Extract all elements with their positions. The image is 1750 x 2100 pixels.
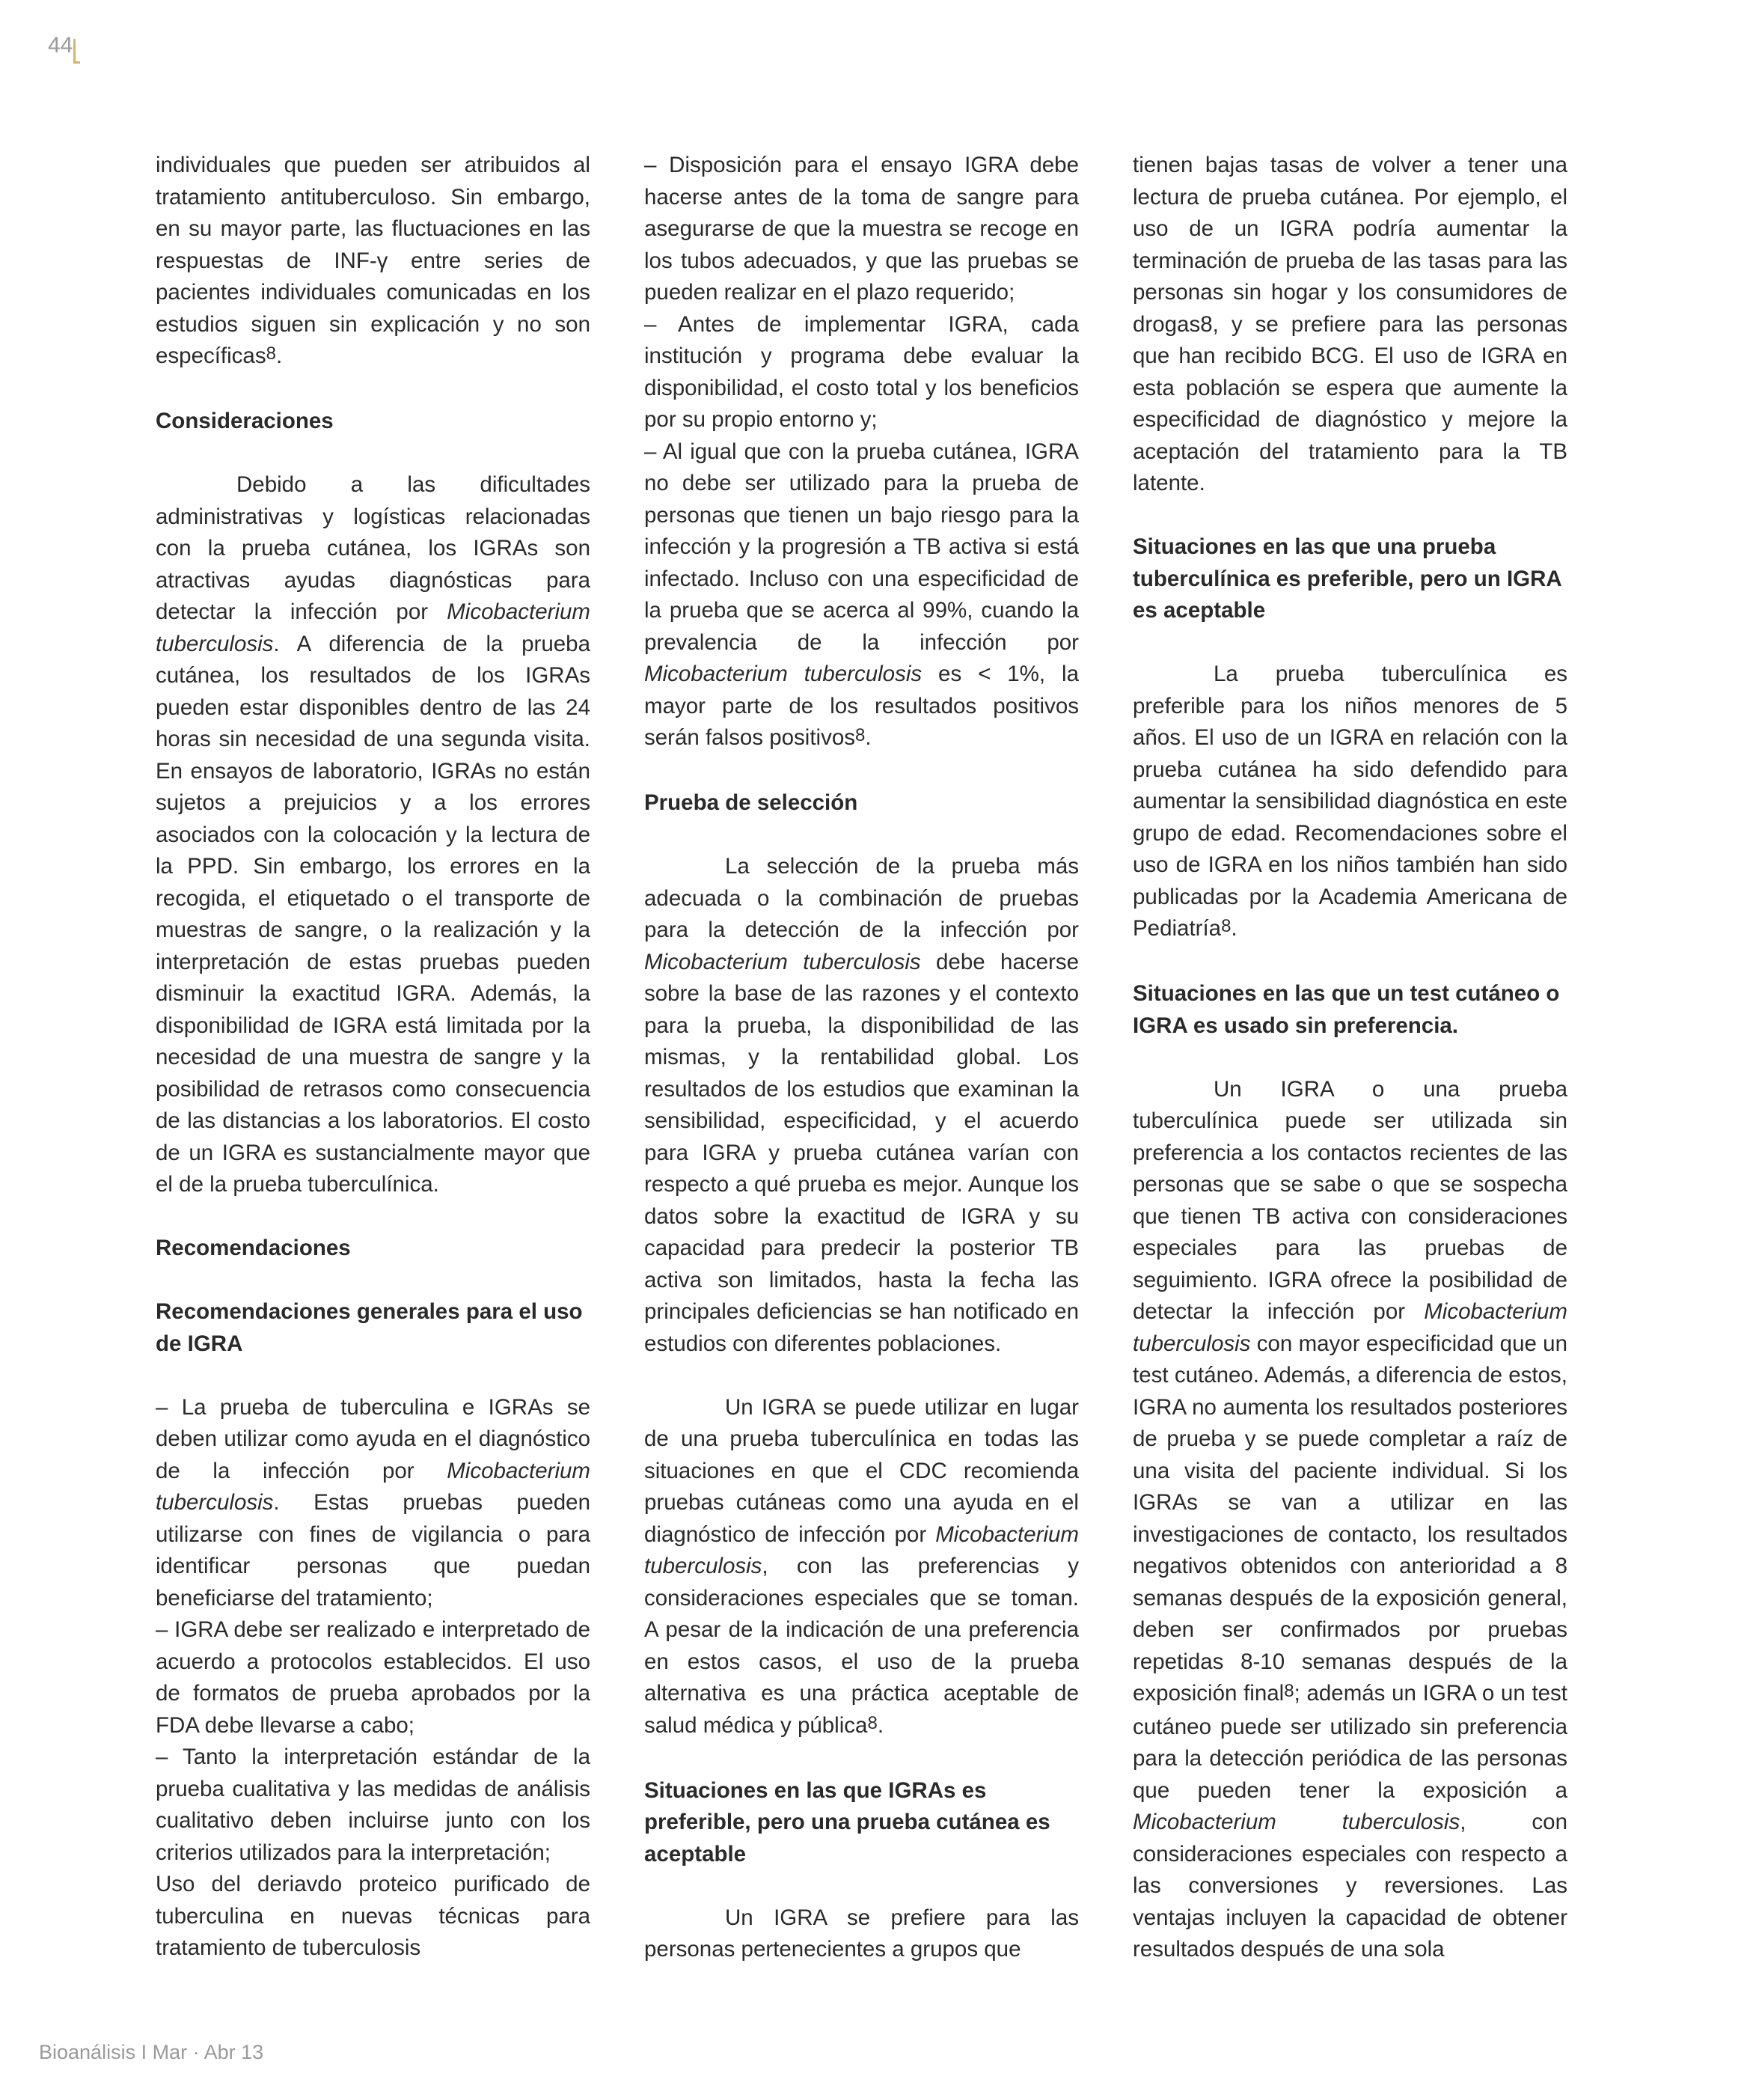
- section-heading-recomendaciones: Recomendaciones: [156, 1236, 351, 1260]
- column-3: [1133, 150, 1567, 1966]
- paragraph: Debido a las dificultades administrativas y logísticas relacionadas con la prueba cutánea, los IGRAs son atractivas ayudas diagnósticas para detectar la infección por Micobacterium tuberculosis. A diferencia de la prueba cutánea, los resultados de los IGRAs pueden estar disponibles dentro de las 24 horas sin necesidad de una segunda visita. En ensayos de laboratorio, IGRAs no están sujetos a prejuicios y a los errores asociados con la colocación y la lectura de la PPD. Sin embargo, los errores en la recogida, el etiquetado o el transporte de muestras de sangre, o la realización y la interpretación de estas pruebas pueden disminuir la exactitud IGRA. Además, la disponibilidad de IGRA está limitada por la necesidad de una muestra de sangre y la posibilidad de retrasos como consecuencia de las distancias a los laboratorios. El costo de un IGRA es sustancialmente mayor que el de la prueba tuberculínica.: [156, 472, 590, 1197]
- footer-journal-issue: Bioanálisis I Mar · Abr 13: [39, 2041, 264, 2063]
- section-heading-sin-preferencia: Situaciones en las que un test cutáneo o IGRA es usado sin preferencia.: [1133, 981, 1560, 1038]
- section-heading-igra-preferible: Situaciones en las que IGRAs es preferible, pero una prueba cutánea es aceptable: [644, 1777, 1050, 1867]
- list-item: – La prueba de tuberculina e IGRAs se deben utilizar como ayuda en el diagnóstico de la infección por Micobacterium tuberculosis. Estas pruebas pueden utilizarse con fines de vigilancia o para identificar personas que puedan beneficiarse del tratamiento;: [156, 1394, 590, 1611]
- section-heading-tuberculinica-preferible: Situaciones en las que una prueba tuberculínica es preferible, pero un IGRA es aceptable: [1133, 534, 1561, 623]
- paragraph: Un IGRA se puede utilizar en lugar de una prueba tuberculínica en todas las situaciones en que el CDC recomienda pruebas cutáneas como una ayuda en el diagnóstico de infección por Micobacterium tuberculosis, con las preferencias y consideraciones especiales que se toman. A pesar de la indicación de una preferencia en estos casos, el uso de la prueba alternativa es una práctica aceptable de salud médica y pública$^8$.: [644, 1394, 1079, 1738]
- reference-superscript: 8: [855, 725, 866, 745]
- list-item: – Disposición para el ensayo IGRA debe hacerse antes de la toma de sangre para asegurarse de que la muestra se recoge en los tubos adecuados, y que las pruebas se pueden realizar en el plazo requerido;: [644, 153, 1079, 305]
- list-item: – IGRA debe ser realizado e interpretado de acuerdo a protocolos establecidos. El uso de formatos de prueba aprobados por la FDA debe llevarse a cabo;: [156, 1617, 590, 1738]
- section-heading-prueba-seleccion: Prueba de selección: [644, 790, 858, 815]
- reference-superscript: 8: [266, 344, 276, 364]
- paragraph: Un IGRA o una prueba tuberculínica puede ser utilizada sin preferencia a los contactos recientes de las personas que se sabe o que se sospecha que tienen TB activa con consideraciones especiales para las pruebas de seguimiento. IGRA ofrece la posibilidad de detectar la infección por Micobacterium tuberculosis con mayor especificidad que un test cutáneo. Además, a diferencia de estos, IGRA no aumenta los resultados posteriores de prueba y se puede completar a raíz de una visita del paciente individual. Si los IGRAs se van a utilizar en las investigaciones de contacto, los resultados negativos obtenidos con anterioridad a 8 semanas después de la exposición general, deben ser confirmados por pruebas repetidas 8-10 semanas después de la exposición final$^8$; además un IGRA o un test cutáneo puede ser utilizado sin preferencia para la detección periódica de las personas que pueden tener la exposición a Micobacterium tuberculosis, con consideraciones especiales con respecto a las conversiones y reversiones. Las ventajas incluyen la capacidad de obtener resultados después de una sola: [1133, 1076, 1567, 1962]
- subsection-heading-recomendaciones-generales: Recomendaciones generales para el uso de IGRA: [156, 1299, 583, 1356]
- page-number-ornament: [73, 39, 80, 64]
- paragraph: Un IGRA se prefiere para las personas pertenecientes a grupos que: [644, 1905, 1079, 1962]
- paragraph: La selección de la prueba más adecuada o la combinación de pruebas para la detección de la infección por Micobacterium tuberculosis debe hacerse sobre la base de las razones y el contexto para la prueba, la disponibilidad de las mismas, y la rentabilidad global. Los resultados de los estudios que examinan la sensibilidad, especificidad, y el acuerdo para IGRA y prueba cutánea varían con respecto a qué prueba es mejor. Aunque los datos sobre la exactitud de IGRA y su capacidad para predecir la posterior TB activa son limitados, hasta la fecha las principales deficiencias se han notificado en estudios con diferentes poblaciones.: [644, 854, 1079, 1356]
- reference-superscript: 8: [1221, 916, 1232, 936]
- list-item: – Antes de implementar IGRA, cada institución y programa debe evaluar la disponibilidad, el costo total y los beneficios por su propio entorno y;: [644, 311, 1079, 432]
- paragraph: individuales que pueden ser atribuidos al tratamiento antituberculoso. Sin embargo, en su mayor parte, las fluctuaciones en las respuestas de INF-γ entre series de pacientes individuales comunicadas en los estudios siguen sin explicación y no son específicas$^8$.: [156, 153, 590, 368]
- section-heading-consideraciones: Consideraciones: [156, 409, 334, 433]
- list-item: – Al igual que con la prueba cutánea, IGRA no debe ser utilizado para la prueba de personas que tienen un bajo riesgo para la infección y la progresión a TB activa si está infectado. Incluso con una especificidad de la prueba que se acerca al 99%, cuando la prevalencia de la infección por Micobacterium tuberculosis es < 1%, la mayor parte de los resultados positivos serán falsos positivos$^8$.: [644, 439, 1079, 750]
- column-2: [644, 150, 1079, 1966]
- page-number: 44: [48, 33, 73, 58]
- reference-superscript: 8: [867, 1712, 878, 1733]
- paragraph: La prueba tuberculínica es preferible para los niños menores de 5 años. El uso de un IGRA en relación con la prueba cutánea ha sido defendido para aumentar la sensibilidad diagnóstica en este grupo de edad. Recomendaciones sobre el uso de IGRA en los niños también han sido publicadas por la Academia Americana de Pediatría$^8$.: [1133, 662, 1567, 941]
- list-item: Uso del deriavdo proteico purificado de tuberculina en nuevas técnicas para tratamiento de tuberculosis: [156, 1872, 590, 1960]
- list-item: – Tanto la interpretación estándar de la prueba cualitativa y las medidas de análisis cualitativo deben incluirse junto con los criterios utilizados para la interpretación;: [156, 1745, 590, 1865]
- column-1: [156, 150, 590, 1965]
- reference-superscript: 8: [1284, 1681, 1294, 1701]
- paragraph: tienen bajas tasas de volver a tener una lectura de prueba cutánea. Por ejemplo, el uso de un IGRA podría aumentar la terminación de prueba de las tasas para las personas sin hogar y los consumidores de drogas8, y se prefiere para las personas que han recibido BCG. El uso de IGRA en esta población se espera que aumente la especificidad de diagnóstico y mejore la aceptación del tratamiento para la TB latente.: [1133, 153, 1567, 495]
